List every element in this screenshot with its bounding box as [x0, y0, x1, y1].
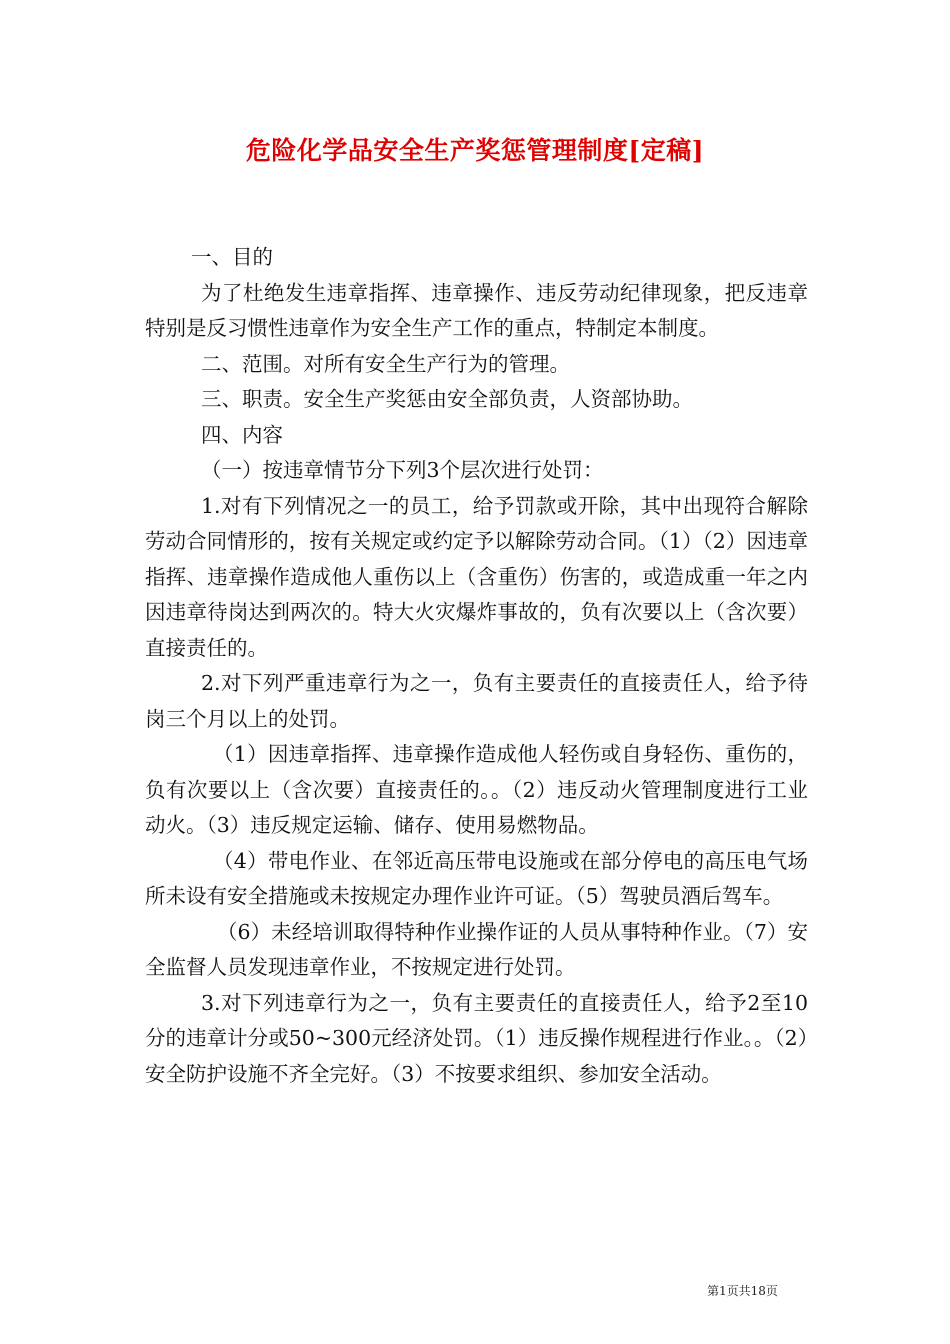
paragraph: （6）未经培训取得特种作业操作证的人员从事特种作业。（7）安全监督人员发现违章作业，不按规定进行处罚。 [145, 919, 808, 979]
document-title: 危险化学品安全生产奖惩管理制度[定稿] [245, 136, 705, 165]
paragraph: 1.对有下列情况之一的员工，给予罚款或开除，其中出现符合解除劳动合同情形的，按有关规定或约定予以解除劳动合同。（1）（2）因违章指挥、违章操作造成他人重伤以上（含重伤）伤害的，或造成重一年之内因违章待岗达到两次的。特大火灾爆炸事故的，负有次要以上（含次要）直接责任的。 [145, 493, 808, 660]
paragraph: 三、职责。安全生产奖惩由安全部负责，人资部协助。 [201, 387, 693, 411]
document-body [145, 240, 808, 1092]
paragraph: 一、目的 [191, 245, 273, 269]
paragraph: 为了杜绝发生违章指挥、违章操作、违反劳动纪律现象，把反违章特别是反习惯性违章作为安全生产工作的重点，特制定本制度。 [145, 280, 808, 340]
paragraph: 2.对下列严重违章行为之一，负有主要责任的直接责任人，给予待岗三个月以上的处罚。 [145, 671, 808, 731]
paragraph: 二、范围。对所有安全生产行为的管理。 [201, 351, 570, 376]
page-footer: 第1页共18页 [707, 1284, 778, 1298]
paragraph: （1）因违章指挥、违章操作造成他人轻伤或自身轻伤、重伤的，负有次要以上（含次要）直接责任的。。（2）违反动火管理制度进行工业动火。（3）违反规定运输、储存、使用易燃物品。 [145, 742, 808, 837]
paragraph: （一）按违章情节分下列3个层次进行处罚： [201, 458, 604, 482]
paragraph: （4）带电作业、在邻近高压带电设施或在部分停电的高压电气场所未设有安全措施或未按规定办理作业许可证。（5）驾驶员酒后驾车。 [145, 848, 808, 908]
paragraph: 四、内容 [201, 422, 283, 447]
paragraph: 3.对下列违章行为之一，负有主要责任的直接责任人，给予2至10分的违章计分或50~300元经济处罚。（1）违反操作规程进行作业。。（2）安全防护设施不齐全完好。（3）不按要求组织、参加安全活动。 [145, 990, 808, 1086]
